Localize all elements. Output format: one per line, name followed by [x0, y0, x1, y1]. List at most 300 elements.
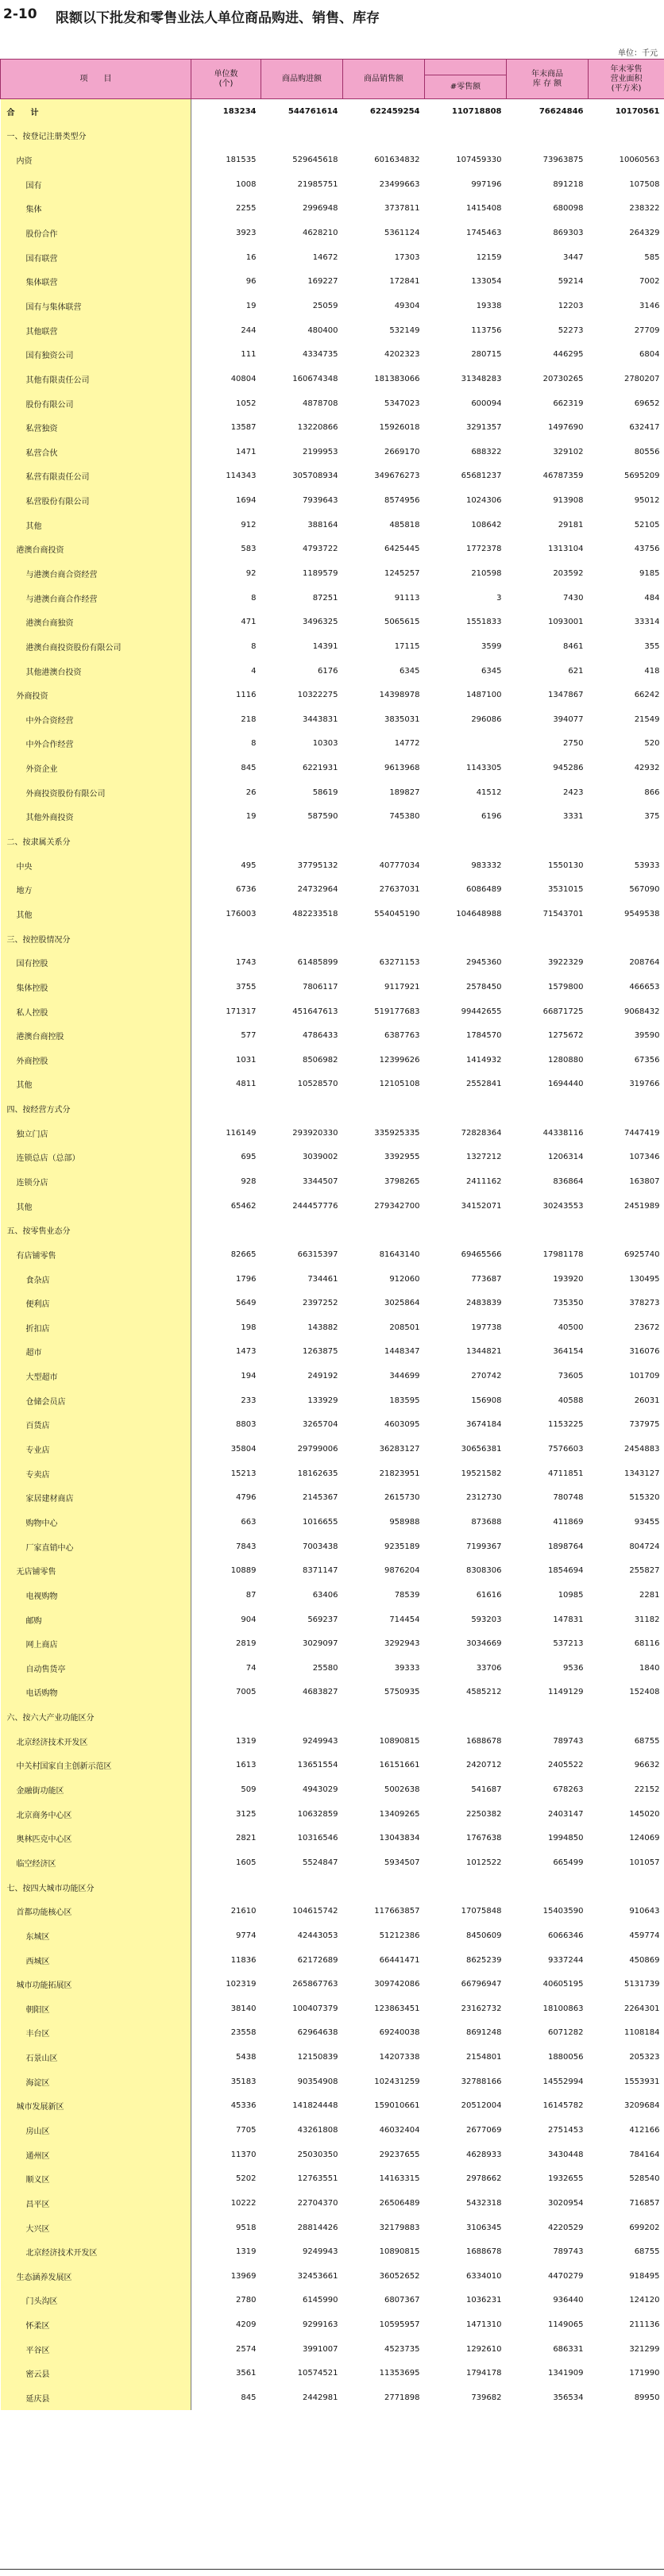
- row-label: 四、按经营方式分: [6, 1106, 71, 1115]
- row-label-cell: [1, 367, 191, 391]
- table-cell: 25030350: [297, 2150, 338, 2159]
- table-cell: 66242: [634, 691, 660, 700]
- table-cell: 18100863: [542, 2004, 584, 2013]
- table-cell: 1550130: [547, 861, 584, 870]
- row-label: 石景山区: [25, 2054, 58, 2064]
- table-cell: [191, 926, 261, 951]
- table-row: [1, 1315, 664, 1340]
- table-cell: 335925335: [374, 1128, 420, 1138]
- table-cell: [343, 124, 425, 148]
- table-row: [1, 1681, 664, 1705]
- table-row: [1, 1146, 664, 1170]
- table-row: [1, 124, 664, 148]
- row-label-cell: [1, 1267, 191, 1292]
- table-row: [1, 878, 664, 903]
- row-label-cell: [1, 1048, 191, 1072]
- table-row: [1, 2118, 664, 2143]
- table-cell: 509: [241, 1785, 257, 1795]
- table-cell: 688322: [471, 447, 502, 456]
- row-label: 大兴区: [25, 2224, 50, 2234]
- row-label: 厂家直销中心: [25, 1543, 74, 1553]
- table-cell: 14391: [312, 641, 338, 651]
- row-label-cell: [1, 2070, 191, 2094]
- table-cell: 1153225: [547, 1420, 584, 1430]
- col-header-units: 单位数 (个): [191, 60, 261, 99]
- table-cell: 471: [241, 618, 257, 627]
- row-label: 其他: [16, 1081, 33, 1091]
- table-cell: 1292610: [465, 2344, 502, 2354]
- table-cell: 1319: [236, 1736, 257, 1746]
- table-row: [1, 1437, 664, 1461]
- table-cell: 249192: [307, 1372, 338, 1381]
- table-cell: 388164: [307, 520, 338, 529]
- row-label: 其他: [25, 522, 42, 531]
- table-cell: 8461: [563, 641, 584, 651]
- table-row: [1, 2094, 664, 2119]
- row-label-cell: [1, 1364, 191, 1388]
- table-cell: 10889: [230, 1566, 257, 1576]
- table-cell: [425, 124, 507, 148]
- table-cell: 1149129: [547, 1688, 584, 1697]
- table-cell: 484: [644, 593, 660, 603]
- table-cell: 39590: [634, 1031, 660, 1041]
- table-row: [1, 1534, 664, 1559]
- table-cell: 3922329: [547, 958, 584, 968]
- table-cell: 5934507: [384, 1858, 420, 1867]
- table-cell: 714454: [389, 1615, 420, 1624]
- table-cell: [343, 1704, 425, 1729]
- table-cell: 1448347: [384, 1347, 420, 1357]
- table-cell: 1471310: [465, 2320, 502, 2330]
- col-header-purchases: 商品购进额: [261, 60, 343, 99]
- row-label-cell: [1, 464, 191, 489]
- table-cell: 2574: [236, 2344, 257, 2354]
- row-label: 港澳台商投资: [16, 546, 64, 556]
- table-row: [1, 1121, 664, 1146]
- table-row: [1, 2143, 664, 2167]
- table-row: [1, 1729, 664, 1754]
- table-cell: 482233518: [292, 909, 338, 918]
- table-row: [1, 391, 664, 416]
- row-label: 北京经济技术开发区: [16, 1738, 88, 1747]
- row-label: 城市功能拓展区: [16, 1981, 72, 1991]
- table-cell: 1688678: [465, 1736, 502, 1746]
- table-cell: 2420712: [465, 1761, 502, 1770]
- row-label: 家居建材商店: [25, 1495, 74, 1504]
- table-cell: 31182: [634, 1615, 660, 1624]
- table-cell: 280715: [471, 350, 502, 360]
- row-label: 国有: [25, 181, 42, 191]
- table-cell: 71543701: [542, 909, 584, 918]
- row-label-cell: [1, 197, 191, 221]
- row-label: 私营合伙: [25, 449, 58, 458]
- table-row: [1, 683, 664, 707]
- table-cell: [589, 1875, 664, 1900]
- table-cell: 116149: [226, 1128, 257, 1138]
- row-label: 一、按登记注册类型分: [6, 133, 87, 142]
- row-label: 地方: [16, 887, 33, 896]
- table-cell: 9117921: [384, 982, 420, 992]
- table-cell: [191, 1704, 261, 1729]
- table-cell: 7806117: [302, 982, 338, 992]
- table-cell: 983332: [471, 861, 502, 870]
- row-label-cell: [1, 1704, 191, 1729]
- table-cell: 2780207: [623, 374, 660, 383]
- table-cell: 22152: [634, 1785, 660, 1795]
- row-label: 合 计: [6, 108, 39, 117]
- table-cell: 107346: [629, 1153, 660, 1162]
- table-cell: [425, 926, 507, 951]
- table-cell: 14672: [312, 252, 338, 262]
- table-cell: 40500: [558, 1323, 584, 1332]
- table-cell: 12150839: [297, 2053, 338, 2062]
- table-cell: 5438: [236, 2053, 257, 2062]
- table-cell: 17075848: [461, 1907, 502, 1916]
- table-cell: [425, 1704, 507, 1729]
- table-cell: 8450609: [465, 1931, 502, 1940]
- row-label-cell: [1, 1096, 191, 1121]
- table-cell: 74: [245, 1663, 257, 1673]
- table-cell: 89950: [634, 2393, 660, 2403]
- table-cell: 8: [251, 641, 257, 651]
- table-cell: 5361124: [384, 229, 420, 238]
- table-cell: 1149065: [547, 2320, 584, 2330]
- table-cell: 1551833: [465, 618, 502, 627]
- table-row: [1, 1413, 664, 1438]
- table-cell: 6925740: [623, 1249, 660, 1259]
- table-cell: 143882: [307, 1323, 338, 1332]
- table-row: [1, 2216, 664, 2240]
- table-cell: 61485899: [297, 958, 338, 968]
- table-cell: 156908: [471, 1396, 502, 1405]
- table-cell: 255827: [629, 1566, 660, 1576]
- table-cell: 9518: [236, 2223, 257, 2232]
- table-row: [1, 1608, 664, 1632]
- table-cell: 904: [241, 1615, 257, 1624]
- row-label-cell: [1, 2166, 191, 2191]
- table-cell: 9249943: [302, 1736, 338, 1746]
- table-cell: 26506489: [379, 2198, 420, 2208]
- table-cell: 211136: [629, 2320, 660, 2330]
- table-row: [1, 1169, 664, 1194]
- table-cell: 2397252: [302, 1299, 338, 1308]
- table-cell: 7199367: [465, 1542, 502, 1551]
- table-cell: [191, 1096, 261, 1121]
- row-label: 港澳台商投资股份有限公司: [25, 643, 122, 653]
- table-row: [1, 464, 664, 489]
- table-cell: 1932655: [547, 2174, 584, 2184]
- table-row: [1, 1996, 664, 2021]
- table-cell: 1347867: [547, 691, 584, 700]
- table-row: [1, 342, 664, 367]
- table-cell: 52105: [634, 520, 660, 529]
- table-cell: 466653: [629, 982, 660, 992]
- table-cell: 26031: [634, 1396, 660, 1405]
- table-cell: 519177683: [374, 1007, 420, 1016]
- row-label-cell: [1, 683, 191, 707]
- table-cell: 1794178: [465, 2369, 502, 2378]
- row-label: 西城区: [25, 1957, 50, 1966]
- table-cell: 12159: [476, 252, 502, 262]
- table-cell: 10595957: [379, 2320, 420, 2330]
- table-cell: 73605: [558, 1372, 584, 1381]
- table-cell: 15926018: [379, 423, 420, 433]
- table-cell: 918495: [629, 2271, 660, 2281]
- table-row: [1, 1899, 664, 1923]
- row-label: 其他: [16, 911, 33, 920]
- table-cell: 194: [241, 1372, 257, 1381]
- table-cell: 100407379: [292, 2004, 338, 2013]
- row-label-cell: [1, 1486, 191, 1511]
- row-label-cell: [1, 1656, 191, 1681]
- table-row: [1, 1923, 664, 1948]
- table-cell: 1694440: [547, 1080, 584, 1089]
- table-cell: 459774: [629, 1931, 660, 1940]
- table-cell: 11370: [230, 2150, 257, 2159]
- table-cell: 66871725: [542, 1007, 584, 1016]
- table-cell: [261, 1218, 343, 1242]
- table-cell: 2996948: [302, 204, 338, 214]
- table-cell: 5065615: [384, 618, 420, 627]
- col-header-area: 年末零售 营业面积 (平方米): [589, 60, 664, 99]
- table-cell: 3265704: [302, 1420, 338, 1430]
- table-cell: 945286: [553, 764, 584, 773]
- table-cell: 2615730: [384, 1493, 420, 1503]
- table-cell: 171990: [629, 2369, 660, 2378]
- table-cell: 29799006: [297, 1445, 338, 1454]
- table-cell: 59214: [558, 277, 584, 287]
- table-cell: 14163315: [379, 2174, 420, 2184]
- row-label-cell: [1, 2045, 191, 2070]
- table-cell: 12203: [558, 301, 584, 310]
- row-label-cell: [1, 1121, 191, 1146]
- table-cell: 1743: [236, 958, 257, 968]
- table-row: [1, 221, 664, 245]
- row-label-cell: [1, 2094, 191, 2119]
- table-cell: 43261808: [297, 2125, 338, 2135]
- row-label-cell: [1, 561, 191, 586]
- table-cell: 520: [644, 739, 660, 749]
- table-cell: 9068432: [623, 1007, 660, 1016]
- table-cell: 22704370: [297, 2198, 338, 2208]
- table-cell: 784164: [629, 2150, 660, 2159]
- table-cell: 4711851: [547, 1469, 584, 1478]
- row-label: 临空经济区: [16, 1859, 56, 1869]
- row-label: 私人控股: [16, 1008, 48, 1018]
- table-cell: 69240038: [379, 2028, 420, 2038]
- table-cell: 198: [241, 1323, 257, 1332]
- table-cell: 1796: [236, 1274, 257, 1284]
- table-cell: 93455: [634, 1517, 660, 1527]
- row-label-cell: [1, 829, 191, 853]
- row-label: 港澳台商独资: [25, 619, 74, 629]
- table-cell: 44338116: [542, 1128, 584, 1138]
- table-cell: [507, 1875, 589, 1900]
- table-cell: 31348283: [461, 374, 502, 383]
- table-cell: 40588: [558, 1396, 584, 1405]
- table-cell: 1036231: [465, 2296, 502, 2305]
- table-cell: 1280880: [547, 1055, 584, 1065]
- table-cell: 244: [241, 325, 257, 335]
- table-cell: 745380: [389, 812, 420, 822]
- table-cell: 19338: [476, 301, 502, 310]
- table-cell: 7005: [236, 1688, 257, 1697]
- table-cell: 10890815: [379, 1736, 420, 1746]
- table-cell: 9185: [639, 568, 660, 578]
- table-cell: 1414932: [465, 1055, 502, 1065]
- table-cell: 17303: [394, 252, 420, 262]
- table-cell: 678263: [553, 1785, 584, 1795]
- table-cell: 29237655: [379, 2150, 420, 2159]
- table-cell: 446295: [553, 350, 584, 360]
- row-label: 港澳台商控股: [16, 1033, 64, 1042]
- table-cell: [589, 124, 664, 148]
- table-cell: 32179883: [379, 2223, 420, 2232]
- table-row: [1, 197, 664, 221]
- table-row: [1, 415, 664, 440]
- table-row: [1, 1972, 664, 1996]
- table-row: [1, 2264, 664, 2289]
- table-cell: 16145782: [542, 2101, 584, 2111]
- table-cell: 2821: [236, 1834, 257, 1843]
- table-cell: 451647613: [292, 1007, 338, 1016]
- table-cell: 375: [644, 812, 660, 822]
- table-cell: 912: [241, 520, 257, 529]
- table-row: [1, 148, 664, 172]
- table-cell: 356534: [553, 2393, 584, 2403]
- row-label: 外商投资股份有限公司: [25, 789, 106, 799]
- table-cell: [261, 926, 343, 951]
- table-cell: 21823951: [379, 1469, 420, 1478]
- table-cell: 12763551: [297, 2174, 338, 2184]
- table-cell: 2771898: [384, 2393, 420, 2403]
- row-label-cell: [1, 1413, 191, 1438]
- row-label-cell: [1, 2337, 191, 2362]
- col-header-item: 项 目: [1, 60, 191, 99]
- table-cell: 913908: [553, 496, 584, 506]
- row-label-cell: [1, 853, 191, 878]
- table-cell: 66315397: [297, 1249, 338, 1259]
- table-cell: 30656381: [461, 1445, 502, 1454]
- table-cell: 15403590: [542, 1907, 584, 1916]
- table-row: [1, 1777, 664, 1802]
- table-cell: 329102: [553, 447, 584, 456]
- table-cell: 1994850: [547, 1834, 584, 1843]
- table-cell: 69652: [634, 399, 660, 408]
- table-cell: 485818: [389, 520, 420, 529]
- table-cell: 117663857: [374, 1907, 420, 1916]
- table-cell: 99442655: [461, 1007, 502, 1016]
- table-cell: 9337244: [547, 1955, 584, 1965]
- table-cell: 46787359: [542, 472, 584, 481]
- table-cell: 13587: [230, 423, 257, 433]
- table-cell: 3755: [236, 982, 257, 992]
- table-cell: 10060563: [619, 156, 660, 165]
- row-label: 无店铺零售: [16, 1568, 56, 1577]
- table-cell: 69465566: [461, 1249, 502, 1259]
- table-cell: [343, 829, 425, 853]
- table-cell: 364154: [553, 1347, 584, 1357]
- row-label-cell: [1, 1194, 191, 1219]
- table-cell: 91113: [394, 593, 420, 603]
- row-label: 连锁总店（总部）: [16, 1154, 80, 1164]
- table-row: [1, 1267, 664, 1292]
- table-row: [1, 488, 664, 513]
- table-cell: 20730265: [542, 374, 584, 383]
- table-cell: 6176: [318, 666, 338, 676]
- table-row: [1, 1194, 664, 1219]
- table-cell: 418: [644, 666, 660, 676]
- row-label-cell: [1, 1510, 191, 1534]
- row-label-cell: [1, 148, 191, 172]
- table-cell: 16: [245, 252, 257, 262]
- table-cell: 36283127: [379, 1445, 420, 1454]
- table-row: [1, 2045, 664, 2070]
- row-label: 三、按控股情况分: [6, 935, 71, 945]
- table-row: [1, 1023, 664, 1048]
- row-label: 生态涵养发展区: [16, 2273, 72, 2282]
- data-table: [0, 59, 664, 2410]
- table-row: [1, 2021, 664, 2046]
- row-label: 丰台区: [25, 2030, 50, 2039]
- table-row: [1, 950, 664, 975]
- table-cell: 20512004: [461, 2101, 502, 2111]
- table-cell: 10574521: [297, 2369, 338, 2378]
- table-cell: 279342700: [374, 1201, 420, 1211]
- row-label: 外资企业: [25, 765, 58, 775]
- table-cell: 528540: [629, 2174, 660, 2184]
- table-cell: 244457776: [292, 1201, 338, 1211]
- table-cell: 3034669: [465, 1639, 502, 1649]
- row-label: 股份有限公司: [25, 400, 74, 410]
- row-label-cell: [1, 1146, 191, 1170]
- table-cell: 208501: [389, 1323, 420, 1332]
- row-label-cell: [1, 1340, 191, 1365]
- row-label: 门头沟区: [25, 2297, 58, 2307]
- table-row: [1, 99, 664, 124]
- table-cell: 1415408: [465, 204, 502, 214]
- row-label-cell: [1, 513, 191, 537]
- row-label-cell: [1, 1850, 191, 1875]
- row-label-cell: [1, 659, 191, 683]
- table-row: [1, 318, 664, 343]
- row-label-cell: [1, 2264, 191, 2289]
- table-cell: 1487100: [465, 691, 502, 700]
- table-cell: 19521582: [461, 1469, 502, 1478]
- row-label-cell: [1, 1777, 191, 1802]
- row-label-cell: [1, 1218, 191, 1242]
- row-label: 专业店: [25, 1446, 50, 1456]
- table-cell: [425, 1218, 507, 1242]
- table-cell: 5131739: [623, 1980, 660, 1989]
- table-cell: 40605195: [542, 1980, 584, 1989]
- table-row: [1, 659, 664, 683]
- row-label: 股份合作: [25, 230, 58, 240]
- table-cell: 16151661: [379, 1761, 420, 1770]
- table-cell: 4628210: [302, 229, 338, 238]
- table-cell: 21985751: [297, 179, 338, 189]
- row-label: 其他有限责任公司: [25, 375, 90, 385]
- table-cell: 30243553: [542, 1201, 584, 1211]
- table-cell: 3292943: [384, 1639, 420, 1649]
- table-cell: 7939643: [302, 496, 338, 506]
- row-label: 房山区: [25, 2127, 50, 2136]
- table-row: [1, 1510, 664, 1534]
- row-label: 购物中心: [25, 1519, 58, 1528]
- table-cell: 737975: [629, 1420, 660, 1430]
- table-row: [1, 1754, 664, 1778]
- table-cell: 2750: [563, 739, 584, 749]
